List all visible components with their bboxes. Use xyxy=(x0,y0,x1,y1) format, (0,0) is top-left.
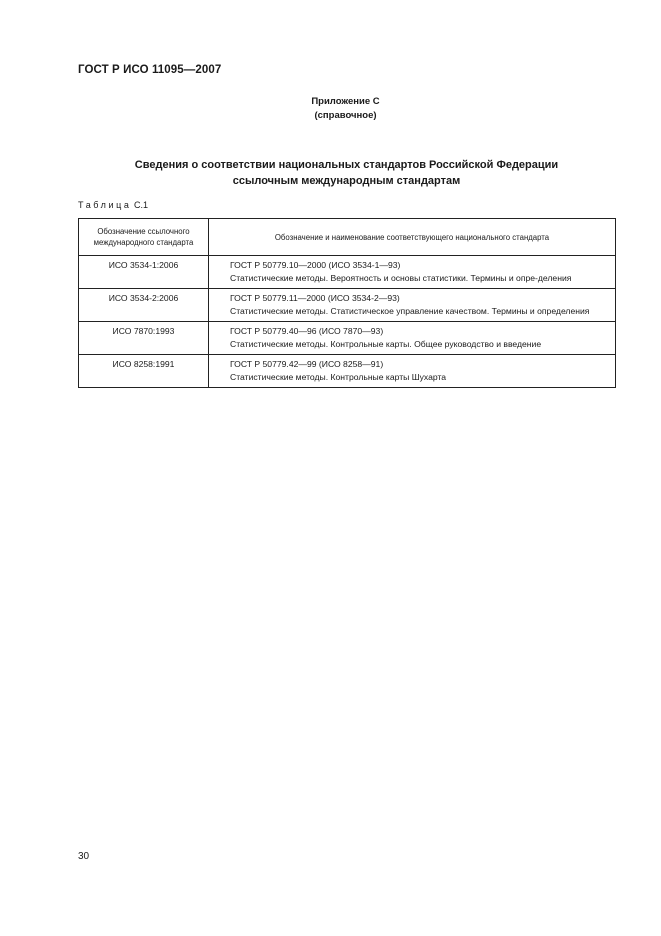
table-row xyxy=(79,256,616,289)
table-row xyxy=(79,289,616,322)
section-title xyxy=(78,157,615,189)
national-standard-code: ГОСТ Р 50779.40—96 (ИСО 7870—93) xyxy=(230,326,384,336)
national-standard-cell xyxy=(209,256,616,289)
header-intl-line-1: Обозначение ссылочного xyxy=(97,227,190,236)
table-label-number: С.1 xyxy=(134,200,149,210)
table-row xyxy=(79,355,616,388)
appendix-title: Приложение С xyxy=(311,96,380,107)
national-standard-name: Статистические методы. Контрольные карты Шухарта xyxy=(230,371,447,382)
national-standard-code: ГОСТ Р 50779.10—2000 (ИСО 3534-1—93) xyxy=(230,260,401,270)
page-number: 30 xyxy=(78,851,90,862)
header-intl-line-2: международного стандарта xyxy=(93,238,194,247)
section-title-line-1: Сведения о соответствии национальных стандартов Российской Федерации xyxy=(134,159,559,171)
standards-correspondence-table xyxy=(78,218,616,388)
header-international-standard xyxy=(79,219,209,256)
header-national-standard: Обозначение и наименование соответствующего национального стандарта xyxy=(209,219,616,256)
section-title-line-2: ссылочным международным стандартам xyxy=(232,175,461,187)
national-standard-name: Статистические методы. Вероятность и основы статистики. Термины и опре-деления xyxy=(230,272,572,283)
appendix-type: (справочное) xyxy=(314,110,377,121)
national-standard-code: ГОСТ Р 50779.42—99 (ИСО 8258—91) xyxy=(230,359,384,369)
national-standard-cell xyxy=(209,289,616,322)
international-standard-cell: ИСО 8258:1991 xyxy=(79,355,209,388)
table-header-row xyxy=(79,219,616,256)
international-standard-cell: ИСО 3534-2:2006 xyxy=(79,289,209,322)
appendix-heading xyxy=(0,95,661,123)
national-standard-name: Статистические методы. Статистическое управление качеством. Термины и определения xyxy=(230,305,590,316)
document-code-header: ГОСТ Р ИСО 11095—2007 xyxy=(78,64,222,76)
table-label xyxy=(78,200,148,210)
national-standard-cell xyxy=(209,355,616,388)
table-row xyxy=(79,322,616,355)
international-standard-cell: ИСО 3534-1:2006 xyxy=(79,256,209,289)
table-label-word: Таблица xyxy=(78,200,132,210)
international-standard-cell: ИСО 7870:1993 xyxy=(79,322,209,355)
national-standard-code: ГОСТ Р 50779.11—2000 (ИСО 3534-2—93) xyxy=(230,293,400,303)
national-standard-name: Статистические методы. Контрольные карты. Общее руководство и введение xyxy=(230,338,542,349)
national-standard-cell xyxy=(209,322,616,355)
